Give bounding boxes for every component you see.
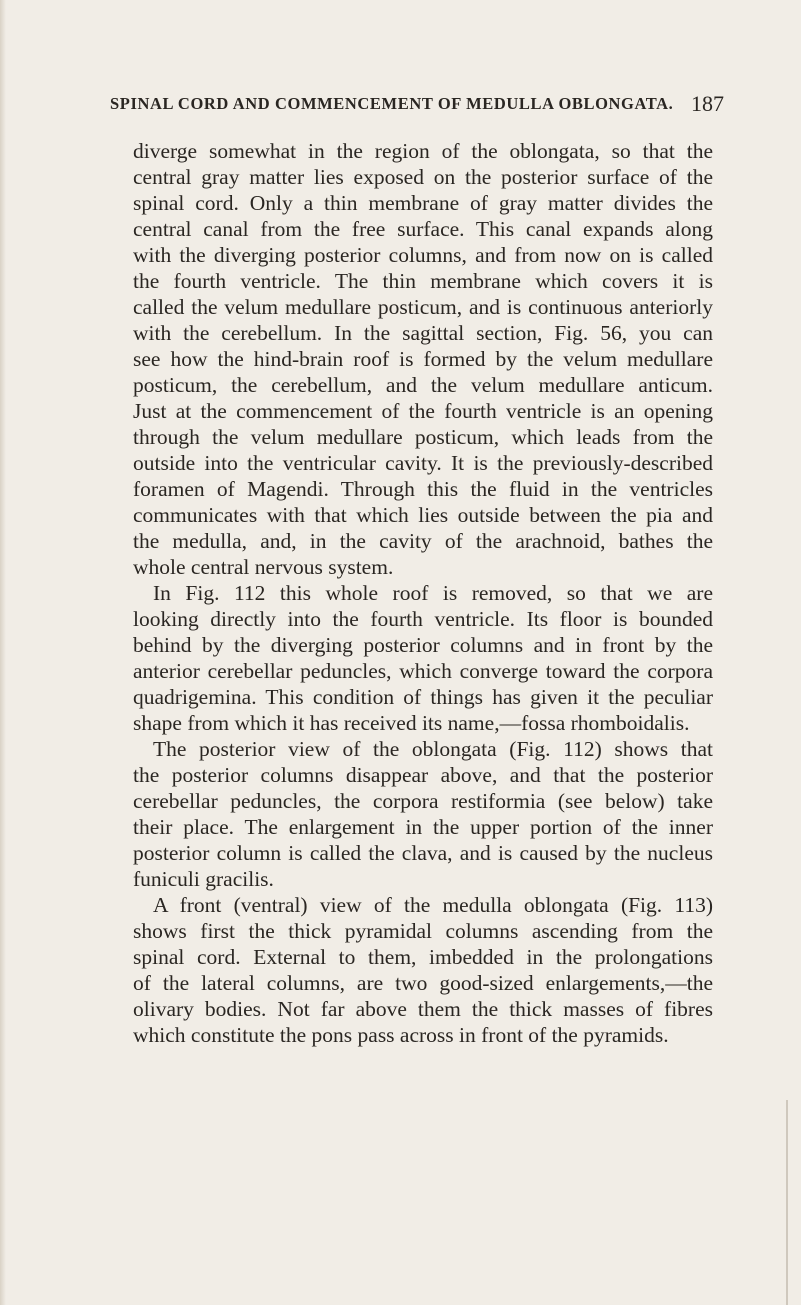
text-line: anterior cerebellar peduncles, which converge toward the corpora [133, 659, 713, 683]
paragraph [133, 138, 713, 580]
text-line: olivary bodies. Not far above them the thick masses of fibres [133, 997, 713, 1021]
text-line: quadrigemina. This condition of things has given it the peculiar [133, 685, 713, 709]
text-line: with the diverging posterior columns, and from now on is called [133, 243, 713, 267]
paragraph [133, 580, 713, 736]
text-line: outside into the ventricular cavity. It is the previously-described [133, 451, 713, 475]
text-line: spinal cord. Only a thin membrane of gray matter divides the [133, 191, 713, 215]
text-line: called the velum medullare posticum, and is continuous anteriorly [133, 295, 713, 319]
text-line: posticum, the cerebellum, and the velum medullare anticum. [133, 373, 713, 397]
text-line: diverge somewhat in the region of the oblongata, so that the [133, 139, 713, 163]
text-line: behind by the diverging posterior columns and in front by the [133, 633, 713, 657]
paragraph [133, 736, 713, 892]
page-gutter-shadow [0, 0, 6, 1305]
text-line: funiculi gracilis. [133, 867, 274, 891]
page-header [110, 91, 724, 124]
text-line: the medulla, and, in the cavity of the arachnoid, bathes the [133, 529, 713, 553]
running-head: SPINAL CORD AND COMMENCEMENT OF MEDULLA OBLONGATA. [110, 94, 674, 113]
text-line: whole central nervous system. [133, 555, 394, 579]
text-line: which constitute the pons pass across in front of the pyramids. [133, 1023, 669, 1047]
text-line: looking directly into the fourth ventricle. Its floor is bounded [133, 607, 713, 631]
text-line: spinal cord. External to them, imbedded in the prolongations [133, 945, 713, 969]
text-line: A front (ventral) view of the medulla oblongata (Fig. 113) [153, 893, 713, 917]
page-edge-line [786, 1100, 788, 1305]
text-line: shows first the thick pyramidal columns ascending from the [133, 919, 713, 943]
paragraph [133, 892, 713, 1048]
text-line: foramen of Magendi. Through this the fluid in the ventricles [133, 477, 713, 501]
text-line: with the cerebellum. In the sagittal section, Fig. 56, you can [133, 321, 713, 345]
text-line: posterior column is called the clava, and is caused by the nucleus [133, 841, 713, 865]
text-line: shape from which it has received its name,—fossa rhomboidalis. [133, 711, 690, 735]
text-line: through the velum medullare posticum, which leads from the [133, 425, 713, 449]
text-line: see how the hind-brain roof is formed by the velum medullare [133, 347, 713, 371]
text-line: of the lateral columns, are two good-sized enlargements,—the [133, 971, 713, 995]
body-text [133, 138, 713, 1048]
text-line: the posterior columns disappear above, and that the posterior [133, 763, 713, 787]
text-line: central gray matter lies exposed on the posterior surface of the [133, 165, 713, 189]
text-line: In Fig. 112 this whole roof is removed, so that we are [153, 581, 713, 605]
text-line: their place. The enlargement in the upper portion of the inner [133, 815, 713, 839]
text-line: central canal from the free surface. This canal expands along [133, 217, 713, 241]
text-line: cerebellar peduncles, the corpora restiformia (see below) take [133, 789, 713, 813]
text-line: Just at the commencement of the fourth ventricle is an opening [133, 399, 713, 423]
text-line: the fourth ventricle. The thin membrane which covers it is [133, 269, 713, 293]
page-number: 187 [691, 91, 724, 116]
text-line: communicates with that which lies outside between the pia and [133, 503, 713, 527]
text-line: The posterior view of the oblongata (Fig. 112) shows that [153, 737, 713, 761]
